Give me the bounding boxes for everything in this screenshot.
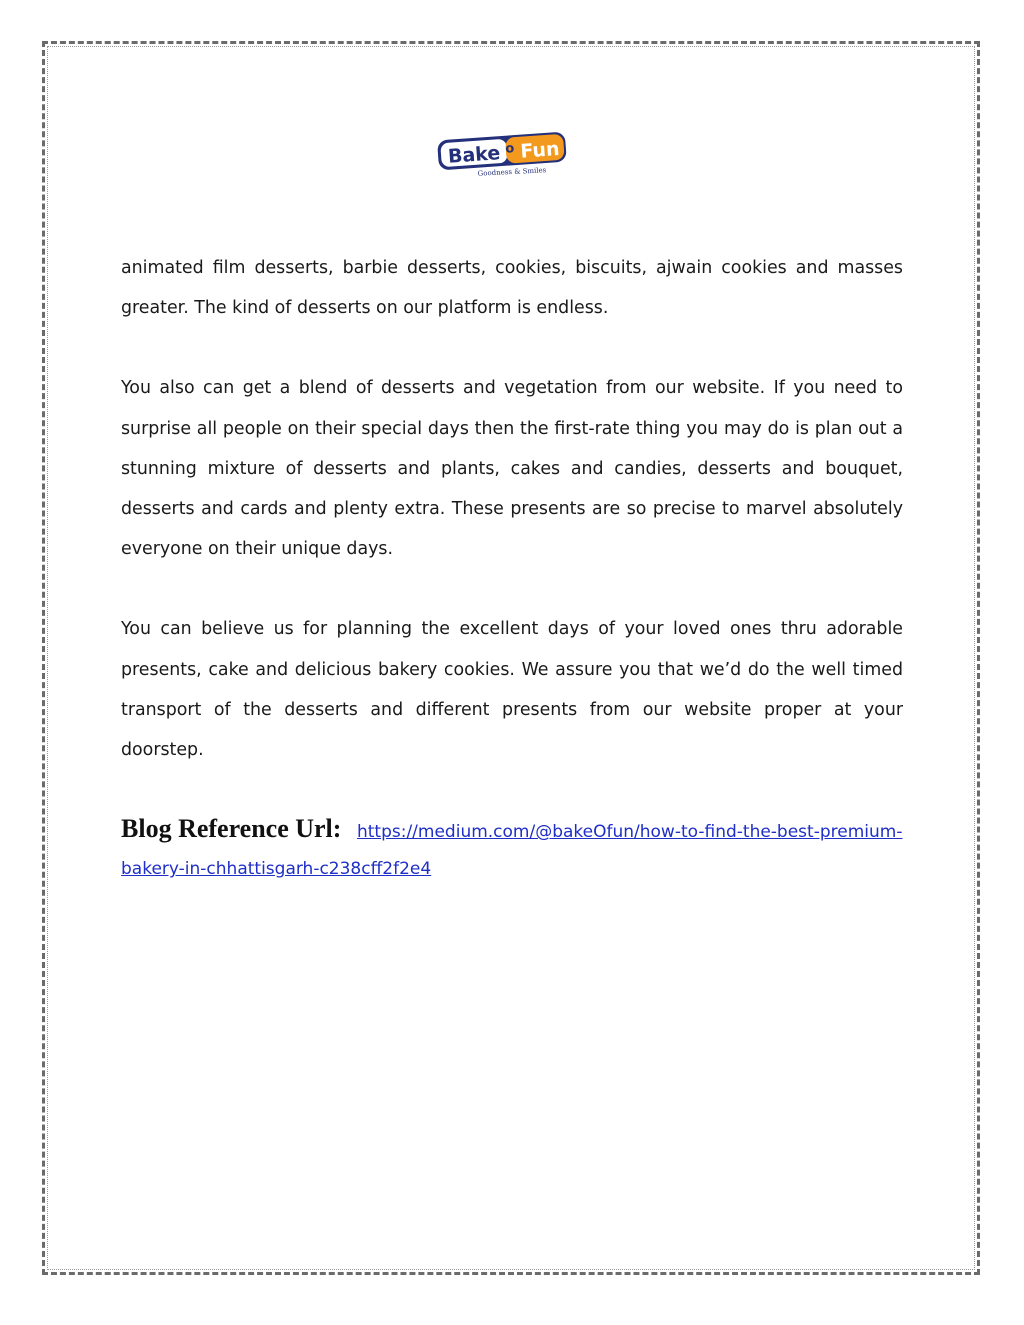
svg-text:Goodness & Smiles: Goodness & Smiles bbox=[477, 166, 547, 178]
reference-label: Blog Reference Url: bbox=[121, 814, 342, 844]
blog-reference bbox=[121, 810, 903, 888]
reference-url-link[interactable]: https://medium.com/@bakeOfun/how-to-find-the-best-premium-bakery-in-chhattisgarh-c238cff2f2e4 bbox=[121, 822, 903, 880]
bakeofun-logo bbox=[436, 130, 568, 178]
svg-text:Bake: Bake bbox=[447, 142, 502, 168]
svg-text:Fun: Fun bbox=[519, 138, 561, 163]
paragraph-1: animated film desserts, barbie desserts, cookies, biscuits, ajwain cookies and masses greater. The kind of desserts on our platform is endless. bbox=[121, 258, 903, 319]
paragraph-2: You also can get a blend of desserts and vegetation from our website. If you need to surprise all people on their special days then the first-rate thing you may do is plan out a stunning mixture of desserts and plants, cakes and candies, desserts and bouquet, desserts and cards and plenty extra. These presents are so precise to marvel absolutely everyone on their unique days. bbox=[121, 378, 903, 560]
paragraph-3: You can believe us for planning the excellent days of your loved ones thru adorable presents, cake and delicious bakery cookies. We assure you that we’d do the well timed transport of the desserts and different presents from our website proper at your doorstep. bbox=[121, 619, 903, 761]
svg-text:o: o bbox=[504, 141, 515, 157]
document-body bbox=[121, 248, 903, 888]
